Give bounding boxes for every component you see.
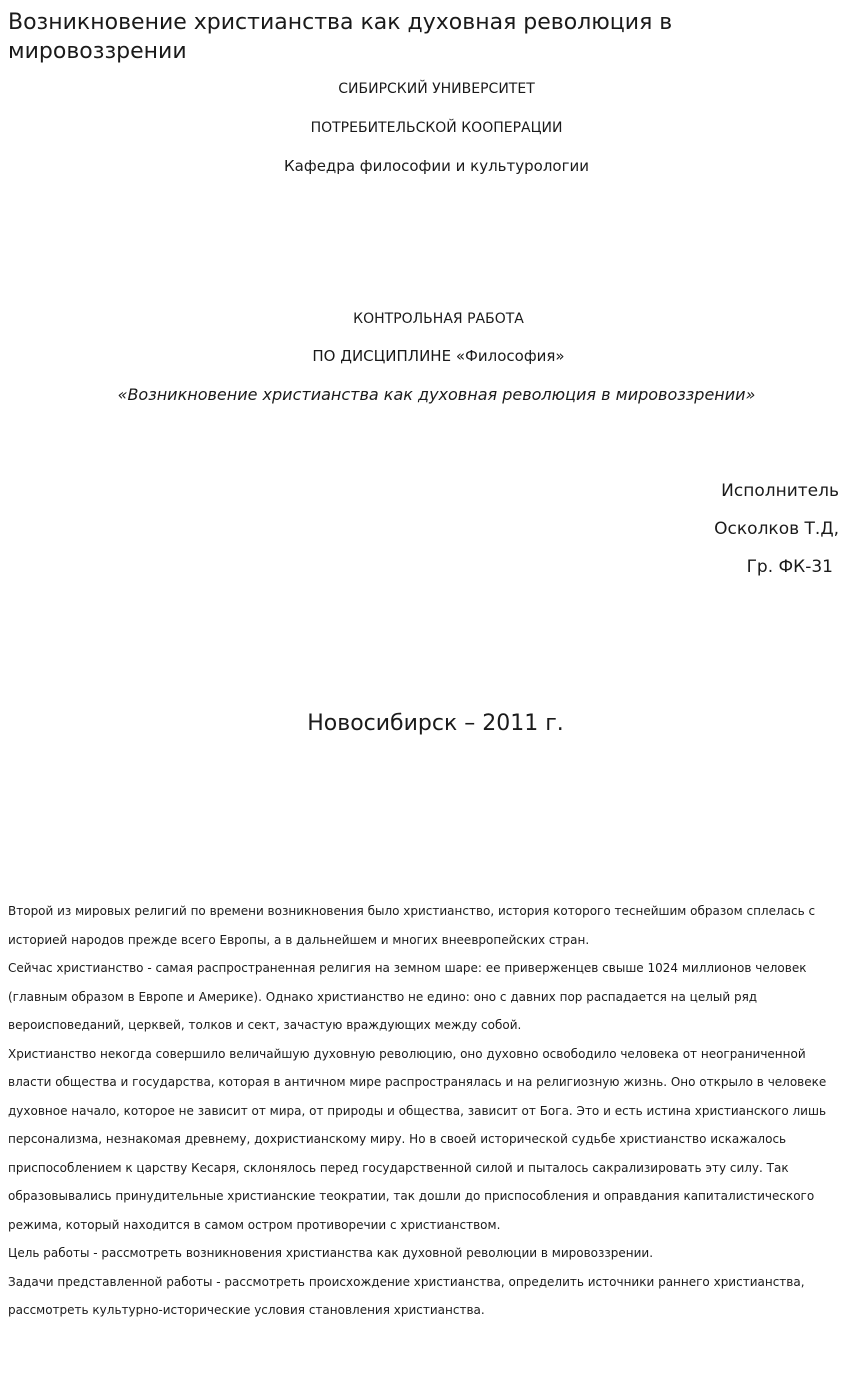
university-name-line2: ПОТРЕБИТЕЛЬСКОЙ КООПЕРАЦИИ [310, 120, 563, 136]
paragraph: Задачи представленной работы - рассмотреть происхождение христианства, определить источники раннего христианства, рассмотреть культурно-исторические условия становления христианства. [8, 1274, 805, 1317]
paragraph: Второй из мировых религий по времени возникновения было христианство, история которого теснейшим образом сплелась с историей народов прежде всего Европы, а в дальнейшем и многих внеевропейских стран. [8, 904, 816, 947]
group-number: Гр. ФК-31 [746, 557, 833, 577]
paragraph: Сейчас христианство - самая распространенная религия на земном шаре: ее приверженцев свыше 1024 миллионов человек (главным образом в Европе и Америке). Однако христианство не едино: оно с давних пор распадается на целый ряд вероисповеданий, церквей, толков и сект, зачастую враждующих между собой. [8, 961, 807, 1032]
department-name: Кафедра философии и культурологии [284, 157, 589, 175]
discipline-line: ПО ДИСЦИПЛИНЕ «Философия» [312, 347, 565, 365]
paragraph: Цель работы - рассмотреть возникновения христианства как духовной революции в мировоззрении. [8, 1246, 654, 1260]
work-topic: «Возникновение христианства как духовная революция в мировоззрении» [117, 385, 756, 404]
work-type: КОНТРОЛЬНАЯ РАБОТА [353, 311, 524, 327]
performer-name: Осколков Т.Д, [714, 519, 839, 539]
paragraph: Христианство некогда совершило величайшую духовную революцию, оно духовно освободило человека от неограниченной власти общества и государства, которая в античном мире распространялась и на религиозную жизнь. Оно открыло в человеке духовное начало, которое не зависит от мира, от природы и общества, зависит от Бога. Это и есть истина христианского лишь персонализма, незнакомая древнему, дохристианскому миру. Но в своей исторической судьбе христианство искажалось приспособлением к царству Кесаря, склонялось перед государственной силой и пыталось сакрализировать эту силу. Так образовывались принудительные христианские теократии, так дошли до приспособления и оправдания капиталистического режима, который находится в самом остром противоречии с христианством. [8, 1046, 827, 1232]
city-year: Новосибирск – 2011 г. [307, 711, 564, 736]
university-name-line1: СИБИРСКИЙ УНИВЕРСИТЕТ [338, 81, 535, 97]
page-title: Возникновение христианства как духовная революция в мировоззрении [8, 10, 673, 64]
body-text [8, 897, 838, 1325]
performer-label: Исполнитель [721, 481, 839, 501]
